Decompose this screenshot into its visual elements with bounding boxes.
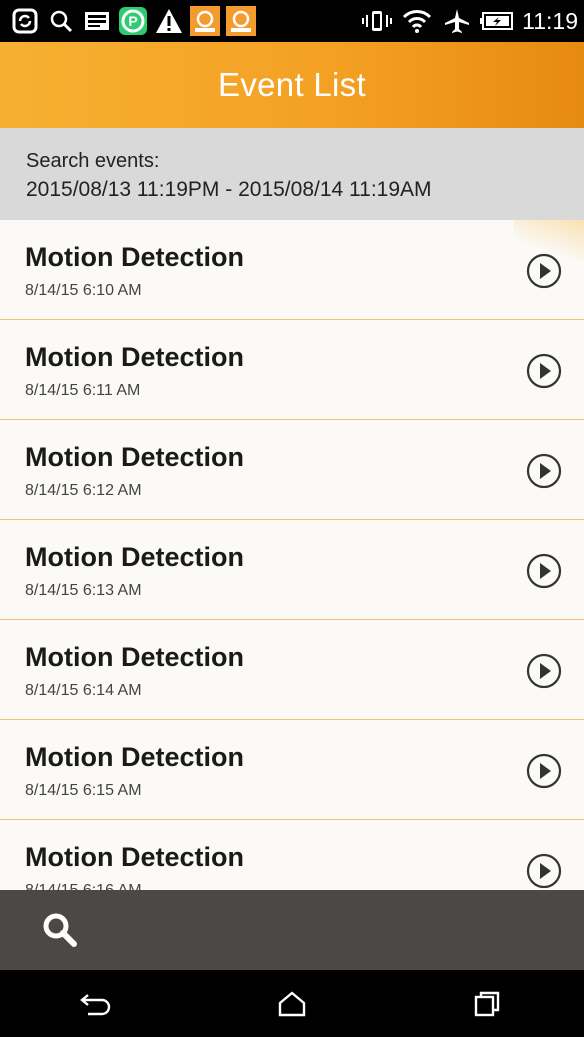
event-title: Motion Detection [25,342,244,372]
event-title: Motion Detection [25,542,244,572]
event-time: 8/14/15 6:14 AM [25,682,142,699]
camera-alert-icon [226,6,256,36]
event-title: Motion Detection [25,742,244,772]
event-title: Motion Detection [25,842,244,872]
event-time: 8/14/15 6:11 AM [25,382,141,399]
event-time: 8/14/15 6:13 AM [25,582,142,599]
list-item[interactable] [0,720,584,820]
navigation-bar [0,970,584,1037]
back-icon[interactable] [67,974,127,1034]
play-icon[interactable] [524,451,564,491]
event-title: Motion Detection [25,442,244,472]
vibrate-icon [362,6,392,36]
play-icon[interactable] [524,751,564,791]
svg-text:P: P [128,13,138,29]
bottom-toolbar [0,890,584,970]
search-icon [46,6,76,36]
parking-app-icon [118,6,148,36]
play-icon[interactable] [524,651,564,691]
page-title: Event List [218,66,366,103]
list-item[interactable] [0,420,584,520]
wifi-icon [402,6,432,36]
recent-apps-icon[interactable] [457,974,517,1034]
list-item[interactable] [0,620,584,720]
event-title: Motion Detection [25,242,244,272]
home-icon[interactable] [262,974,322,1034]
status-bar [0,0,584,42]
play-icon[interactable] [524,551,564,591]
event-time: 8/14/15 6:15 AM [25,782,142,799]
warning-icon [154,6,184,36]
list-item[interactable] [0,320,584,420]
status-clock: 11:19 [522,7,578,34]
search-summary [0,128,584,220]
system-status-icons [362,6,584,36]
search-icon [40,910,80,950]
list-item[interactable] [0,220,584,320]
message-icon [82,6,112,36]
camera-alert-icon [190,6,220,36]
list-item[interactable] [0,520,584,620]
play-icon[interactable] [524,851,564,891]
event-time: 8/14/15 6:10 AM [25,282,142,299]
airplane-icon [442,6,472,36]
play-icon[interactable] [524,251,564,291]
event-title: Motion Detection [25,642,244,672]
search-label: Search events: [26,150,160,172]
notification-icons [0,6,256,36]
event-list[interactable] [0,220,584,890]
search-date-range: 2015/08/13 11:19PM - 2015/08/14 11:19AM [26,178,432,201]
event-time: 8/14/15 6:12 AM [25,482,142,499]
search-button[interactable] [30,900,90,960]
battery-icon [482,6,512,36]
app-header [0,42,584,128]
play-icon[interactable] [524,351,564,391]
sync-icon [10,6,40,36]
